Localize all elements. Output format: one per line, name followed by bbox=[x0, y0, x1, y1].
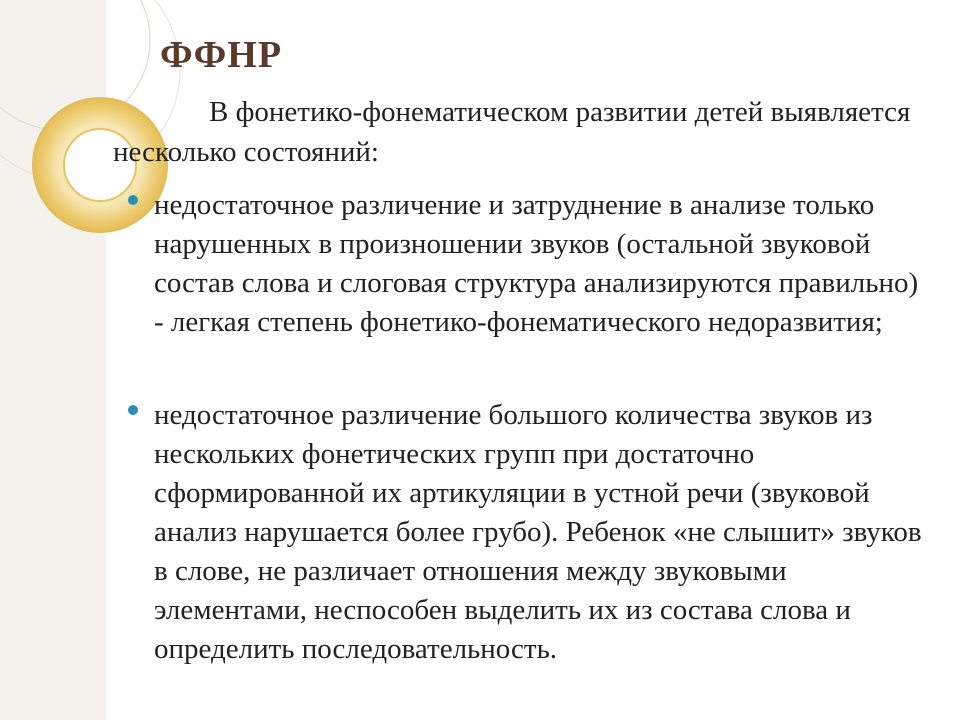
bullet-item-2: недостаточное различение большого количества звуков из нескольких фонетических групп при достаточно сформированной их артикуляции в устной речи (звуковой анализ нарушается более грубо). Ребенок «не слышит» звуков в слове, не различает отношения между звуковыми элементами, неспособен выделить их из состава слова и определить последовательность. bbox=[154, 399, 922, 665]
slide-title: ФФНР bbox=[160, 34, 283, 76]
bullet-dot-1 bbox=[128, 195, 138, 205]
bullet-item-1: недостаточное различение и затруднение в анализе только нарушенных в произношении звуков (остальной звуковой состав слова и слоговая структура анализируются правильно) - легкая степень фонетико-фонематического недоразвития; bbox=[154, 189, 919, 338]
bullet-dot-2 bbox=[128, 405, 138, 415]
intro-paragraph: В фонетико-фонематическом развитии детей выявляется несколько состояний: bbox=[113, 96, 911, 168]
